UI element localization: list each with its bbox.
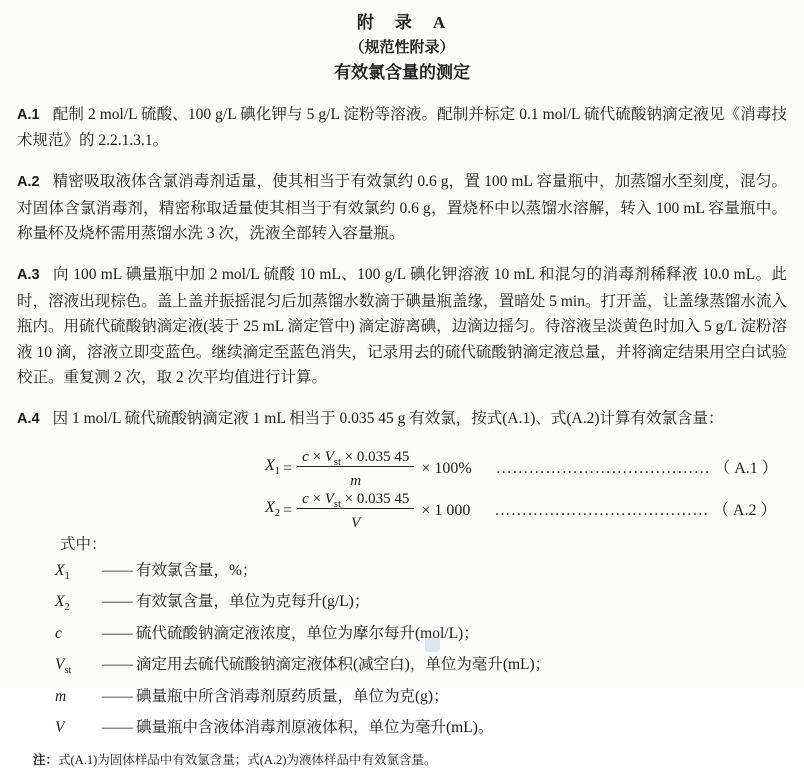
definition-dash: —— — [102, 593, 133, 611]
fraction-numerator — [297, 491, 414, 509]
definition-text: 有效氯含量，单位为克每升(g/L)； — [136, 593, 370, 611]
definition-term — [55, 652, 102, 684]
formula-tag: （ A.2 ） — [712, 502, 777, 520]
formula-variable: V — [324, 490, 334, 507]
fraction — [297, 448, 414, 491]
term-subscript: st — [64, 665, 72, 677]
scan-artifact — [425, 636, 440, 652]
definition-text: 有效氯含量，%； — [136, 561, 258, 579]
definition-term — [55, 621, 102, 653]
dots-leader: ………………………………… — [494, 502, 709, 520]
formula-constant: 0.035 45 — [356, 448, 410, 465]
fraction-denominator: m — [350, 472, 362, 489]
note-label: 注： — [33, 753, 59, 768]
equals-sign: = — [283, 460, 293, 478]
definition-dash: —— — [102, 561, 133, 579]
times-sign: × — [344, 448, 354, 465]
formula-variable: c — [302, 490, 309, 507]
times-sign: × — [344, 490, 354, 507]
formula-subscript: 2 — [274, 508, 281, 520]
formula-variable: X — [265, 499, 275, 517]
formula-variable: V — [324, 448, 334, 465]
term-base: c — [55, 624, 62, 642]
definition-row — [17, 715, 787, 747]
clause-label: A.3 — [17, 267, 40, 283]
formula-lhs — [265, 495, 280, 527]
term-base: X — [55, 561, 65, 579]
definition-text: 碘量瓶中所含消毒剂原药质量，单位为克(g)； — [136, 687, 449, 705]
fraction — [297, 490, 414, 533]
where-label: 式中： — [60, 536, 107, 553]
clause-text: 因 1 mol/L 硫代硫酸钠滴定液 1 mL 相当于 0.035 45 g 有效氯，按式(A.1)、式(A.2)计算有效氯含量： — [52, 410, 724, 427]
formula-variable: c — [302, 448, 309, 465]
definition-dash: —— — [102, 624, 133, 642]
clause-a1 — [17, 102, 787, 154]
term-base: m — [55, 687, 67, 705]
formula-tag: （ A.1 ） — [714, 460, 778, 478]
definition-row — [17, 558, 787, 590]
formula-subscript: st — [333, 456, 341, 468]
times-sign: × — [312, 490, 321, 507]
definition-text: 硫代硫酸钠滴定液浓度，单位为摩尔每升(mol/L)； — [136, 624, 479, 642]
definition-text: 滴定用去硫代硫酸钠滴定液体积(减空白)，单位为毫升(mL)； — [136, 656, 551, 674]
definition-term — [55, 715, 102, 747]
clause-text: 精密吸取液体含氯消毒剂适量，使其相当于有效氯约 0.6 g，置 100 mL 容量瓶中，加蒸馏水至刻度，混匀。对固体含氯消毒剂，精密称取适量使其相当于有效氯约 0.6 g，置烧杯中以蒸馏水溶解，转入 100 mL 容量瓶中。称量杯及烧杯需用蒸馏水洗 3 次，洗液全部转入容量瓶。 — [17, 173, 787, 242]
definition-row — [17, 652, 787, 684]
term-base: V — [55, 656, 65, 674]
formula-multiplier: × 1 000 — [421, 502, 471, 520]
clause-label: A.1 — [17, 106, 40, 123]
term-base: V — [55, 719, 65, 737]
clause-label: A.2 — [17, 174, 40, 190]
appendix-heading: 有效氯含量的测定 — [334, 63, 470, 82]
dots-leader: ………………………………… — [495, 460, 711, 478]
times-sign: × — [312, 448, 321, 465]
note — [17, 750, 787, 770]
formula-subscript: 1 — [274, 466, 281, 478]
formula-multiplier: × 100% — [421, 460, 472, 478]
formula-constant: 0.035 45 — [356, 490, 410, 507]
definition-row — [17, 684, 787, 716]
clause-a3 — [17, 262, 787, 391]
fraction-numerator — [297, 449, 414, 467]
definition-row — [17, 621, 787, 653]
fraction-denominator: V — [351, 514, 361, 531]
formula-variable: X — [265, 457, 275, 475]
formula-a1 — [17, 448, 787, 490]
definition-dash: —— — [102, 687, 133, 705]
formula-subscript: st — [333, 498, 341, 510]
definition-row — [17, 589, 787, 621]
clause-label: A.4 — [17, 411, 40, 427]
note-text: 式(A.1)为固体样品中有效氯含量；式(A.2)为液体样品中有效氯含量。 — [58, 753, 437, 768]
title-block — [17, 10, 787, 86]
clause-a4 — [17, 406, 787, 433]
formula-lhs — [265, 453, 280, 485]
formula-a2 — [17, 490, 787, 532]
definition-dash: —— — [102, 656, 133, 674]
definition-text: 碘量瓶中含液体消毒剂原液体积，单位为毫升(mL)。 — [136, 719, 494, 737]
definition-term — [55, 684, 102, 716]
term-subscript: 2 — [64, 602, 70, 614]
equals-sign: = — [283, 502, 293, 520]
definition-term — [55, 589, 102, 621]
definition-term — [55, 558, 102, 590]
appendix-subtitle: （规范性附录） — [349, 40, 455, 56]
appendix-title: 附 录 A — [356, 13, 448, 32]
clause-text: 向 100 mL 碘量瓶中加 2 mol/L 硫酸 10 mL、100 g/L 碘化钾溶液 10 mL 和混匀的消毒剂稀释液 10.0 mL。此时，溶液出现棕色。盖上盖并振摇混匀后加蒸馏水数滴于碘量瓶盖缘，置暗处 5 min。打开盖，让盖缘蒸馏水流入瓶内。用硫代硫酸钠滴定液(装于 25 mL 滴定管中) 滴定游离碘，边滴边摇匀。待溶液呈淡黄色时加入 5 g/L 淀粉溶液 10 滴，溶液立即变蓝色。继续滴定至蓝色消失，记录用去的硫代硫酸钠滴定液总量，并将滴定结果用空白试验校正。重复测 2 次，取 2 次平均值进行计算。 — [17, 266, 787, 386]
clause-a2 — [17, 169, 787, 247]
clause-text: 配制 2 mol/L 硫酸、100 g/L 碘化钾与 5 g/L 淀粉等溶液。配制并标定 0.1 mol/L 硫代硫酸钠滴定液见《消毒技术规范》的 2.2.1.3.1。 — [17, 105, 787, 149]
term-base: X — [55, 593, 65, 611]
definition-dash: —— — [102, 719, 133, 737]
term-subscript: 1 — [64, 570, 70, 582]
